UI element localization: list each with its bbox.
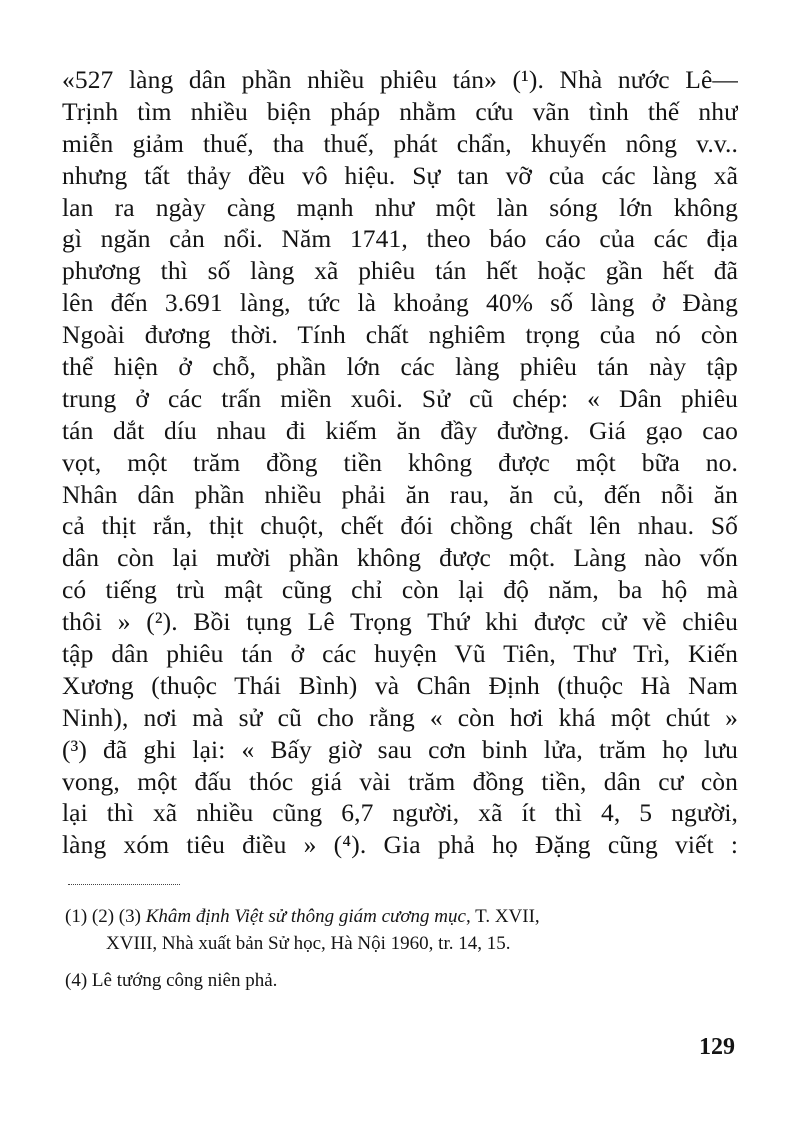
body-line: miễn giảm thuế, tha thuế, phát chẩn, khuyến nông v.v.. (62, 128, 738, 158)
body-line: (³) đã ghi lại: « Bấy giờ sau cơn binh lửa, trăm họ lưu (62, 734, 738, 764)
volume-ref: , T. XVII, (465, 906, 540, 927)
main-paragraph (62, 64, 738, 861)
body-line: thể hiện ở chỗ, phần lớn các làng phiêu tán này tập (62, 352, 738, 382)
body-line: vọt, một trăm đồng tiền không được một bữa no. (62, 447, 738, 477)
page-number: 129 (699, 1034, 735, 1060)
footnote-1-3 (65, 903, 741, 930)
body-line: Xương (thuộc Thái Bình) và Chân Định (thuộc Hà Nam (62, 670, 738, 700)
body-line: lan ra ngày càng mạnh như một làn sóng lớn không (62, 192, 738, 222)
body-line: tán dắt díu nhau đi kiếm ăn đầy đường. Giá gạo cao (62, 415, 738, 445)
body-line: tập dân phiêu tán ở các huyện Vũ Tiên, Thư Trì, Kiến (62, 639, 738, 669)
body-line: gì ngăn cản nổi. Năm 1741, theo báo cáo của các địa (62, 224, 738, 254)
body-line: Nhân dân phần nhiều phải ăn rau, ăn củ, đến nỗi ăn (62, 479, 738, 509)
body-line: Ngoài đương thời. Tính chất nghiêm trọng của nó còn (62, 320, 738, 350)
body-line: lại thì xã nhiều cũng 6,7 người, xã ít thì 4, 5 người, (62, 798, 738, 828)
body-line: phương thì số làng xã phiêu tán hết hoặc gần hết đã (62, 256, 738, 286)
body-line: có tiếng trù mật cũng chỉ còn lại độ năm, ba hộ mà (62, 575, 738, 605)
footnote-separator (68, 884, 180, 885)
body-line: thôi » (²). Bồi tụng Lê Trọng Thứ khi được cử về chiêu (62, 607, 738, 637)
footnote-1-3-continued: XVIII, Nhà xuất bản Sử học, Hà Nội 1960, tr. 14, 15. (106, 933, 511, 954)
body-line: lên đến 3.691 làng, tức là khoảng 40% số làng ở Đàng (62, 288, 738, 318)
body-line: cả thịt rắn, thịt chuột, chết đói chồng chất lên nhau. Số (62, 511, 738, 541)
body-line: «527 làng dân phần nhiều phiêu tán» (¹). Nhà nước Lê— (62, 65, 738, 94)
body-line: Trịnh tìm nhiều biện pháp nhằm cứu vãn tình thế như (62, 96, 738, 126)
footnotes (65, 903, 741, 994)
body-line: làng xóm tiêu điều » (⁴). Gia phả họ Đặng cũng viết : (62, 830, 738, 860)
body-line: vong, một đấu thóc giá vài trăm đồng tiền, dân cư còn (62, 766, 738, 796)
body-line: dân còn lại mười phần không được một. Làng nào vốn (62, 543, 738, 573)
body-line: nhưng tất thảy đều vô hiệu. Sự tan vỡ của các làng xã (62, 160, 738, 190)
footnote-markers: (1) (2) (3) (65, 906, 146, 927)
footnote-4: (4) Lê tướng công niên phả. (65, 970, 278, 991)
body-line: Ninh), nơi mà sử cũ cho rằng « còn hơi khá một chút » (62, 702, 738, 732)
body-line: trung ở các trấn miền xuôi. Sử cũ chép: « Dân phiêu (62, 383, 738, 413)
source-title: Khâm định Việt sử thông giám cương mục (145, 906, 466, 927)
